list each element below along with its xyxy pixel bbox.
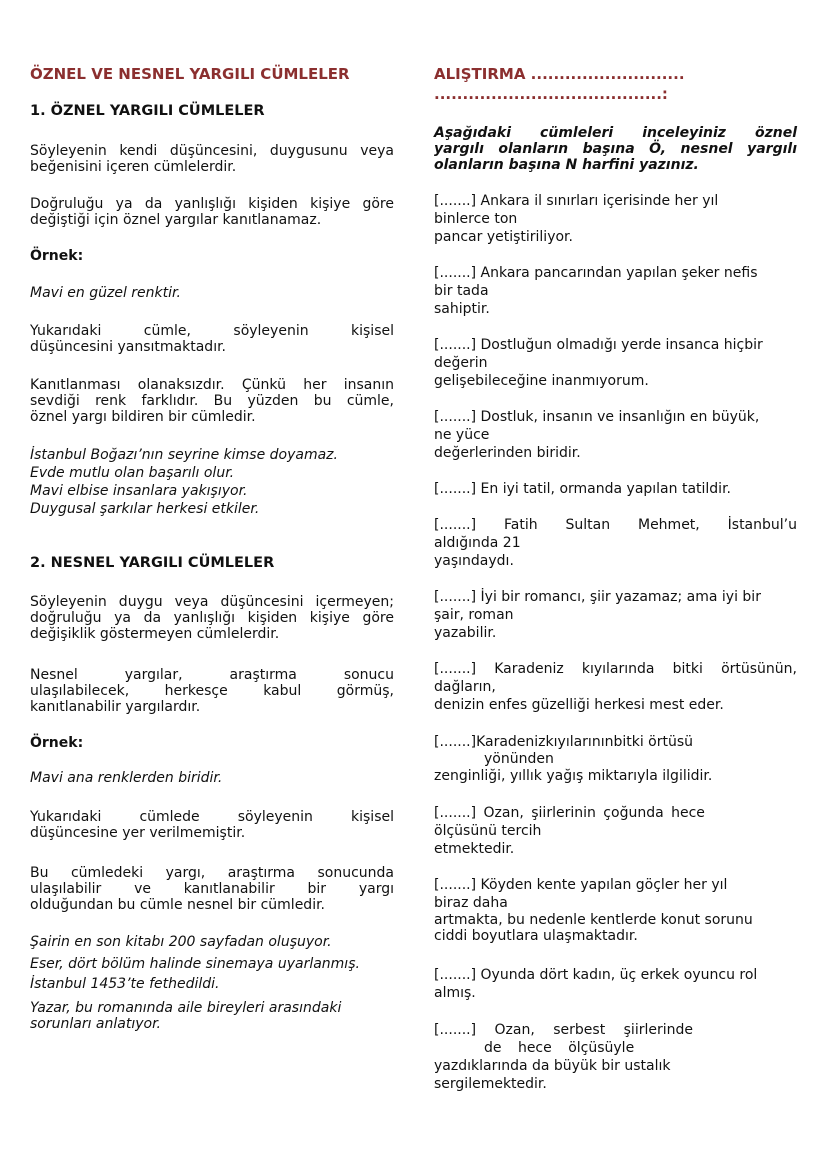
text-line: sevdiği renk farklıdır. Bu yüzden bu cümle, — [30, 393, 394, 409]
text-line: [.......] İyi bir romancı, şiir yazamaz; ama iyi bir — [434, 589, 761, 605]
exercise-item[interactable] — [434, 660, 797, 714]
text-line: almış. — [434, 985, 476, 1001]
text-line: gelişebileceğine inanmıyorum. — [434, 373, 649, 389]
paragraph — [30, 143, 394, 175]
text-line: ulaşılabilir ve kanıtlanabilir bir yargı — [30, 881, 394, 897]
example-label: Örnek: — [30, 735, 84, 751]
text-line: biraz daha — [434, 895, 508, 911]
text-line: etmektedir. — [434, 841, 515, 857]
text-line: değerlerinden biridir. — [434, 445, 581, 461]
exercise-item[interactable] — [434, 733, 734, 785]
example-sentence: Duygusal şarkılar herkesi etkiler. — [30, 501, 260, 517]
exercise-item[interactable] — [434, 192, 797, 246]
exercise-item[interactable] — [434, 966, 797, 1002]
text-line: aldığında 21 — [434, 535, 521, 551]
example-label: Örnek: — [30, 248, 84, 264]
text-line: [.......] Oyunda dört kadın, üç erkek oyuncu rol — [434, 967, 758, 983]
text-line: değerin — [434, 355, 488, 371]
text-line: yaşındaydı. — [434, 553, 514, 569]
text-line: kanıtlanabilir yargılardır. — [30, 699, 201, 715]
exercise-title-line: ........................................: — [434, 85, 668, 103]
text-line: [.......]Karadenizkıyılarınınbitki örtüsü — [434, 734, 694, 750]
paragraph — [30, 667, 394, 715]
text-line: yönünden — [484, 751, 554, 767]
text-line: ciddi boyutlara ulaşmaktadır. — [434, 928, 638, 944]
text-line: artmakta, bu nedenle kentlerde konut sorunu — [434, 912, 753, 928]
text-line: yazdıklarında da büyük bir ustalık — [434, 1058, 671, 1074]
text-line: [.......] Dostluk, insanın ve insanlığın en büyük, — [434, 409, 760, 425]
exercise-title — [434, 64, 797, 104]
text-line: beğenisini içeren cümlelerdir. — [30, 159, 237, 175]
text-line: ölçüsünü tercih — [434, 823, 542, 839]
text-line: [.......] Dostluğun olmadığı yerde insanca hiçbir — [434, 337, 763, 353]
exercise-instruction — [434, 125, 797, 173]
text-line: de hece ölçüsüyle — [484, 1040, 635, 1056]
text-line: [.......] Ozan, şiirlerinin çoğunda hece — [434, 805, 705, 821]
text-line: [.......] Karadeniz kıyılarında bitki örtüsünün, — [434, 661, 797, 677]
text-line: [.......] Ankara il sınırları içerisinde her yıl — [434, 193, 719, 209]
text-line: Yukarıdaki cümlede söyleyenin kişisel — [30, 809, 394, 825]
text-line: bir tada — [434, 283, 489, 299]
text-line: şair, roman — [434, 607, 514, 623]
paragraph — [30, 809, 394, 841]
text-line: Yukarıdaki cümle, söyleyenin kişisel — [30, 323, 394, 339]
text-line: [.......] En iyi tatil, ormanda yapılan tatildir. — [434, 481, 731, 497]
example-sentence: sorunları anlatıyor. — [30, 1016, 161, 1032]
example-sentence: Mavi en güzel renktir. — [30, 285, 181, 301]
exercise-item[interactable] — [434, 516, 797, 570]
text-line: ulaşılabilecek, herkesçe kabul görmüş, — [30, 683, 394, 699]
exercise-item[interactable] — [434, 336, 797, 390]
page-title: ÖZNEL VE NESNEL YARGILI CÜMLELER — [30, 65, 350, 83]
example-sentence: Mavi elbise insanlara yakışıyor. — [30, 483, 248, 499]
text-line: yazabilir. — [434, 625, 497, 641]
text-line: Söyleyenin kendi düşüncesini, duygusunu veya — [30, 143, 394, 159]
text-line: [.......] Fatih Sultan Mehmet, İstanbul’u — [434, 517, 797, 533]
text-line: yargılı olanların başına Ö, nesnel yargılı — [434, 141, 797, 157]
text-line: düşüncesini yansıtmaktadır. — [30, 339, 227, 355]
exercise-item[interactable] — [434, 1021, 797, 1093]
text-line: [.......] Köyden kente yapılan göçler her yıl — [434, 877, 728, 893]
exercise-title-line: ALIŞTIRMA ........................... — [434, 65, 685, 83]
text-line: Bu cümledeki yargı, araştırma sonucunda — [30, 865, 394, 881]
text-line: Kanıtlanması olanaksızdır. Çünkü her insanın — [30, 377, 394, 393]
text-line: denizin enfes güzelliği herkesi mest eder. — [434, 697, 724, 713]
text-line: dağların, — [434, 679, 496, 695]
section-heading-objective: 2. NESNEL YARGILI CÜMLELER — [30, 555, 275, 571]
text-line: Doğruluğu ya da yanlışlığı kişiden kişiye göre — [30, 196, 394, 212]
section-heading-subjective: 1. ÖZNEL YARGILI CÜMLELER — [30, 103, 265, 119]
text-line: [.......] Ankara pancarından yapılan şeker nefis — [434, 265, 758, 281]
text-line: düşüncesine yer verilmemiştir. — [30, 825, 246, 841]
text-line: olduğundan bu cümle nesnel bir cümledir. — [30, 897, 326, 913]
example-sentence: Mavi ana renklerden biridir. — [30, 770, 223, 786]
text-line: sergilemektedir. — [434, 1076, 547, 1092]
text-line: Aşağıdaki cümleleri inceleyiniz öznel — [434, 125, 797, 141]
exercise-item[interactable] — [434, 804, 797, 858]
exercise-item[interactable] — [434, 408, 797, 462]
example-sentence: İstanbul 1453’te fethedildi. — [30, 976, 220, 992]
text-line: zenginliği, yıllık yağış miktarıyla ilgilidir. — [434, 768, 713, 784]
exercise-item[interactable] — [434, 480, 797, 498]
exercise-item[interactable] — [434, 264, 797, 318]
text-line: olanların başına N harfini yazınız. — [434, 157, 699, 173]
text-line: değiştiği için öznel yargılar kanıtlanamaz. — [30, 212, 322, 228]
exercise-item[interactable] — [434, 876, 797, 944]
paragraph — [30, 594, 394, 642]
text-line: değişiklik göstermeyen cümlelerdir. — [30, 626, 280, 642]
example-sentence: Evde mutlu olan başarılı olur. — [30, 465, 235, 481]
text-line: doğruluğu ya da yanlışlığı kişiden kişiye göre — [30, 610, 394, 626]
text-line: ne yüce — [434, 427, 490, 443]
text-line: Söyleyenin duygu veya düşüncesini içermeyen; — [30, 594, 394, 610]
example-sentence: Şairin en son kitabı 200 sayfadan oluşuyor. — [30, 934, 332, 950]
example-list — [30, 446, 394, 518]
paragraph — [30, 196, 394, 228]
text-line: öznel yargı bildiren bir cümledir. — [30, 409, 256, 425]
text-line: pancar yetiştiriliyor. — [434, 229, 573, 245]
text-line: Nesnel yargılar, araştırma sonucu — [30, 667, 394, 683]
text-line: binlerce ton — [434, 211, 518, 227]
text-line: [.......] Ozan, serbest şiirlerinde — [434, 1022, 693, 1038]
example-sentence: Eser, dört bölüm halinde sinemaya uyarlanmış. — [30, 956, 360, 972]
text-line: sahiptir. — [434, 301, 490, 317]
exercise-item[interactable] — [434, 588, 797, 642]
paragraph — [30, 865, 394, 913]
paragraph — [30, 377, 394, 425]
example-sentence: Yazar, bu romanında aile bireyleri arasındaki — [30, 1000, 342, 1016]
example-sentence: İstanbul Boğazı’nın seyrine kimse doyamaz. — [30, 447, 338, 463]
paragraph — [30, 323, 394, 355]
